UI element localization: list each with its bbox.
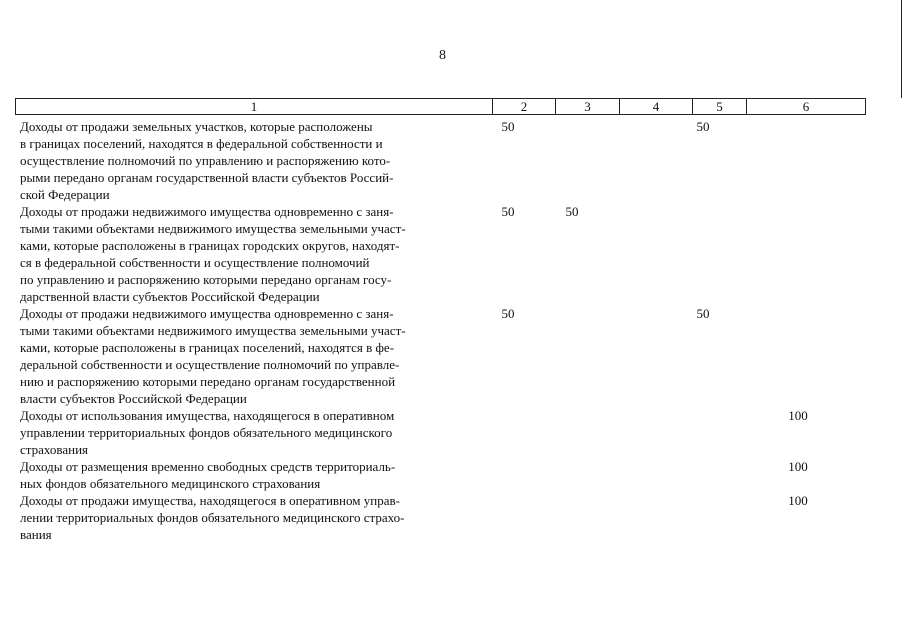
row-description [20, 492, 478, 543]
column-header-6: 6 [746, 99, 865, 114]
cell-col-6: 100 [788, 459, 808, 474]
row-description [20, 407, 478, 458]
row-description [20, 203, 478, 305]
table-row [0, 492, 905, 543]
row-text-line: лении территориальных фондов обязательного медицинского страхо- [20, 510, 405, 525]
row-description [20, 458, 478, 492]
row-text-line: осуществление полномочий по управлению и распоряжению кото- [20, 153, 391, 168]
cell-col-6: 100 [788, 493, 808, 508]
table-row [0, 118, 905, 203]
row-text-line: вания [20, 527, 52, 542]
table-row [0, 203, 905, 305]
page-number: 8 [439, 48, 446, 63]
row-text-line: в границах поселений, находятся в федеральной собственности и [20, 136, 383, 151]
table-row [0, 407, 905, 458]
row-text-line: рыми передано органам государственной власти субъектов Россий- [20, 170, 394, 185]
row-text-line: Доходы от продажи недвижимого имущества одновременно с заня- [20, 306, 394, 321]
column-header-1: 1 [250, 99, 258, 114]
row-text-line: ками, которые расположены в границах поселений, находятся в фе- [20, 340, 395, 355]
row-text-line: ками, которые расположены в границах городских округов, находят- [20, 238, 400, 253]
cell-col-6: 100 [788, 408, 808, 423]
row-text-line: Доходы от продажи недвижимого имущества одновременно с заня- [20, 204, 394, 219]
cell-col-2: 50 [501, 204, 515, 219]
page-edge-rule [901, 0, 902, 98]
table-header [15, 98, 866, 115]
cell-col-2: 50 [501, 119, 515, 134]
row-text-line: тыми такими объектами недвижимого имущества земельными участ- [20, 221, 406, 236]
table-body [0, 118, 905, 543]
cell-col-5: 50 [696, 119, 710, 134]
table-row [0, 458, 905, 492]
table-row [0, 305, 905, 407]
row-text-line: ской Федерации [20, 187, 110, 202]
cell-col-3: 50 [565, 204, 579, 219]
row-text-line: страхования [20, 442, 89, 457]
row-text-line: Доходы от продажи имущества, находящегося в оперативном управ- [20, 493, 400, 508]
row-text-line: управлении территориальных фондов обязательного медицинского [20, 425, 393, 440]
column-header-5: 5 [692, 99, 746, 114]
row-text-line: деральной собственности и осуществление полномочий по управле- [20, 357, 400, 372]
row-text-line: тыми такими объектами недвижимого имущества земельными участ- [20, 323, 406, 338]
column-header-2: 2 [492, 99, 555, 114]
row-text-line: Доходы от размещения временно свободных средств территориаль- [20, 459, 396, 474]
cell-col-5: 50 [696, 306, 710, 321]
row-text-line: нию и распоряжению которыми передано органам государственной [20, 374, 396, 389]
row-text-line: ных фондов обязательного медицинского страхования [20, 476, 321, 491]
row-description [20, 305, 478, 407]
row-text-line: Доходы от продажи земельных участков, которые расположены [20, 119, 373, 134]
column-header-4: 4 [619, 99, 692, 114]
row-text-line: власти субъектов Российской Федерации [20, 391, 247, 406]
row-text-line: по управлению и распоряжению которыми передано органам госу- [20, 272, 392, 287]
row-description [20, 118, 478, 203]
row-text-line: ся в федеральной собственности и осуществление полномочий [20, 255, 370, 270]
column-header-3: 3 [555, 99, 619, 114]
row-text-line: Доходы от использования имущества, находящегося в оперативном [20, 408, 395, 423]
row-text-line: дарственной власти субъектов Российской Федерации [20, 289, 320, 304]
cell-col-2: 50 [501, 306, 515, 321]
